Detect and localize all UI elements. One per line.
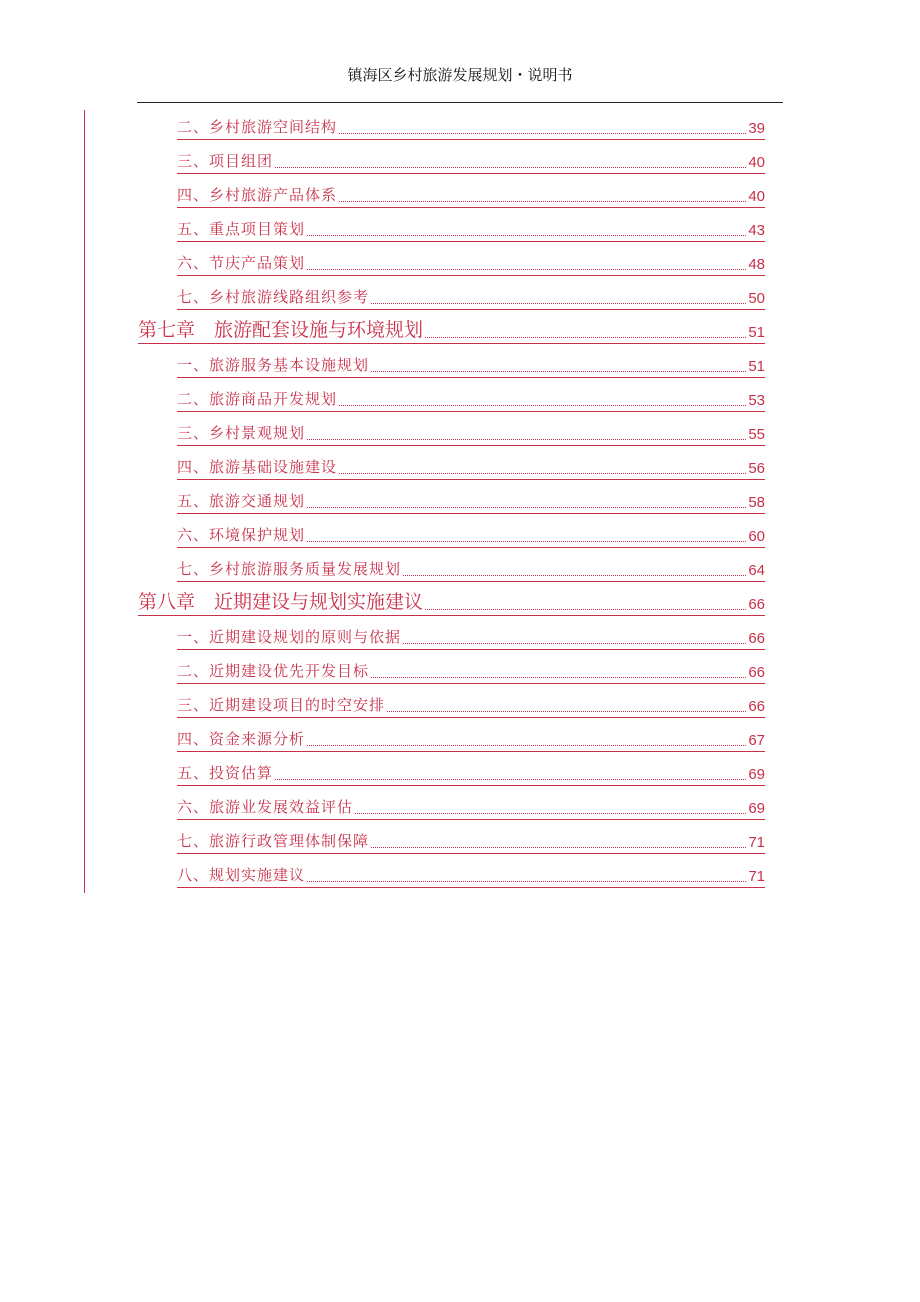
toc-dot-leader [339,405,746,406]
toc-entry-label: 四、旅游基础设施建设 [177,458,338,476]
header-divider [137,102,783,103]
toc-page-number: 69 [748,766,765,783]
toc-entry-label: 二、旅游商品开发规划 [177,390,338,408]
toc-dot-leader [307,541,746,542]
toc-section-link[interactable] [177,693,765,718]
toc-dot-leader [355,813,746,814]
toc-dot-leader [339,473,746,474]
toc-dot-leader [307,269,746,270]
toc-entry-label: 七、旅游行政管理体制保障 [177,832,370,850]
toc-dot-leader [307,507,746,508]
toc-entry-label: 四、资金来源分析 [177,730,306,748]
toc-section-link[interactable] [177,829,765,854]
toc-section-link[interactable] [177,659,765,684]
toc-section-link[interactable] [177,251,765,276]
toc-page-number: 40 [748,188,765,205]
toc-page-number: 51 [748,358,765,375]
toc-entry-label: 六、环境保护规划 [177,526,306,544]
toc-section-link[interactable] [177,353,765,378]
toc-entry-label: 三、项目组团 [177,152,274,170]
toc-page-number: 67 [748,732,765,749]
toc-page-number: 56 [748,460,765,477]
toc-page-number: 53 [748,392,765,409]
toc-dot-leader [307,235,746,236]
toc-entry-label: 三、近期建设项目的时空安排 [177,696,386,714]
toc-entry-label: 五、重点项目策划 [177,220,306,238]
toc-entry-label: 八、规划实施建议 [177,866,306,884]
toc-section-link[interactable] [177,795,765,820]
toc-entry-label: 二、近期建设优先开发目标 [177,662,370,680]
toc-entry-label: 五、旅游交通规划 [177,492,306,510]
toc-dot-leader [307,881,746,882]
toc-page-number: 69 [748,800,765,817]
toc-dot-leader [371,677,746,678]
toc-page-number: 40 [748,154,765,171]
toc-section-link[interactable] [177,489,765,514]
toc-page-number: 51 [748,324,765,341]
toc-chapter-link[interactable] [138,317,765,344]
toc-page-number: 48 [748,256,765,273]
toc-entry-label: 七、乡村旅游服务质量发展规划 [177,560,402,578]
margin-rule [84,110,85,893]
toc-page-number: 64 [748,562,765,579]
toc-dot-leader [275,779,746,780]
toc-section-link[interactable] [177,523,765,548]
toc-section-link[interactable] [177,421,765,446]
toc-section-link[interactable] [177,285,765,310]
toc-section-link[interactable] [177,149,765,174]
toc-section-link[interactable] [177,217,765,242]
toc-dot-leader [307,745,746,746]
toc-dot-leader [275,167,746,168]
toc-dot-leader [403,643,746,644]
toc-page-number: 71 [748,868,765,885]
toc-entry-label: 第八章 近期建设与规划实施建议 [138,591,424,613]
toc-page-number: 71 [748,834,765,851]
page-header-title: 镇海区乡村旅游发展规划・说明书 [347,66,573,84]
toc-section-link[interactable] [177,727,765,752]
toc-dot-leader [339,201,746,202]
toc-entry-label: 六、旅游业发展效益评估 [177,798,354,816]
toc-entry-label: 六、节庆产品策划 [177,254,306,272]
toc-section-link[interactable] [177,183,765,208]
toc-dot-leader [425,609,746,610]
toc-dot-leader [425,337,746,338]
toc-page-number: 66 [748,664,765,681]
toc-entry-label: 二、乡村旅游空间结构 [177,118,338,136]
toc-entry-label: 五、投资估算 [177,764,274,782]
toc-dot-leader [403,575,746,576]
toc-entry-label: 一、旅游服务基本设施规划 [177,356,370,374]
toc-page-number: 66 [748,698,765,715]
toc-section-link[interactable] [177,455,765,480]
toc-entry-label: 第七章 旅游配套设施与环境规划 [138,319,424,341]
toc-page-number: 55 [748,426,765,443]
toc-section-link[interactable] [177,625,765,650]
toc-dot-leader [371,303,746,304]
toc-entry-label: 三、乡村景观规划 [177,424,306,442]
toc-entry-label: 一、近期建设规划的原则与依据 [177,628,402,646]
toc-entry-label: 四、乡村旅游产品体系 [177,186,338,204]
toc-section-link[interactable] [177,115,765,140]
toc-page-number: 58 [748,494,765,511]
toc-dot-leader [371,847,746,848]
toc-section-link[interactable] [177,761,765,786]
toc-dot-leader [307,439,746,440]
toc-section-link[interactable] [177,387,765,412]
toc-page-number: 43 [748,222,765,239]
toc-page-number: 66 [748,596,765,613]
toc-dot-leader [339,133,746,134]
toc-section-link[interactable] [177,557,765,582]
toc-section-link[interactable] [177,863,765,888]
toc-dot-leader [371,371,746,372]
toc-entry-label: 七、乡村旅游线路组织参考 [177,288,370,306]
toc-page-number: 66 [748,630,765,647]
toc-dot-leader [387,711,746,712]
toc-chapter-link[interactable] [138,589,765,616]
toc-page-number: 50 [748,290,765,307]
toc-page-number: 39 [748,120,765,137]
toc-page-number: 60 [748,528,765,545]
